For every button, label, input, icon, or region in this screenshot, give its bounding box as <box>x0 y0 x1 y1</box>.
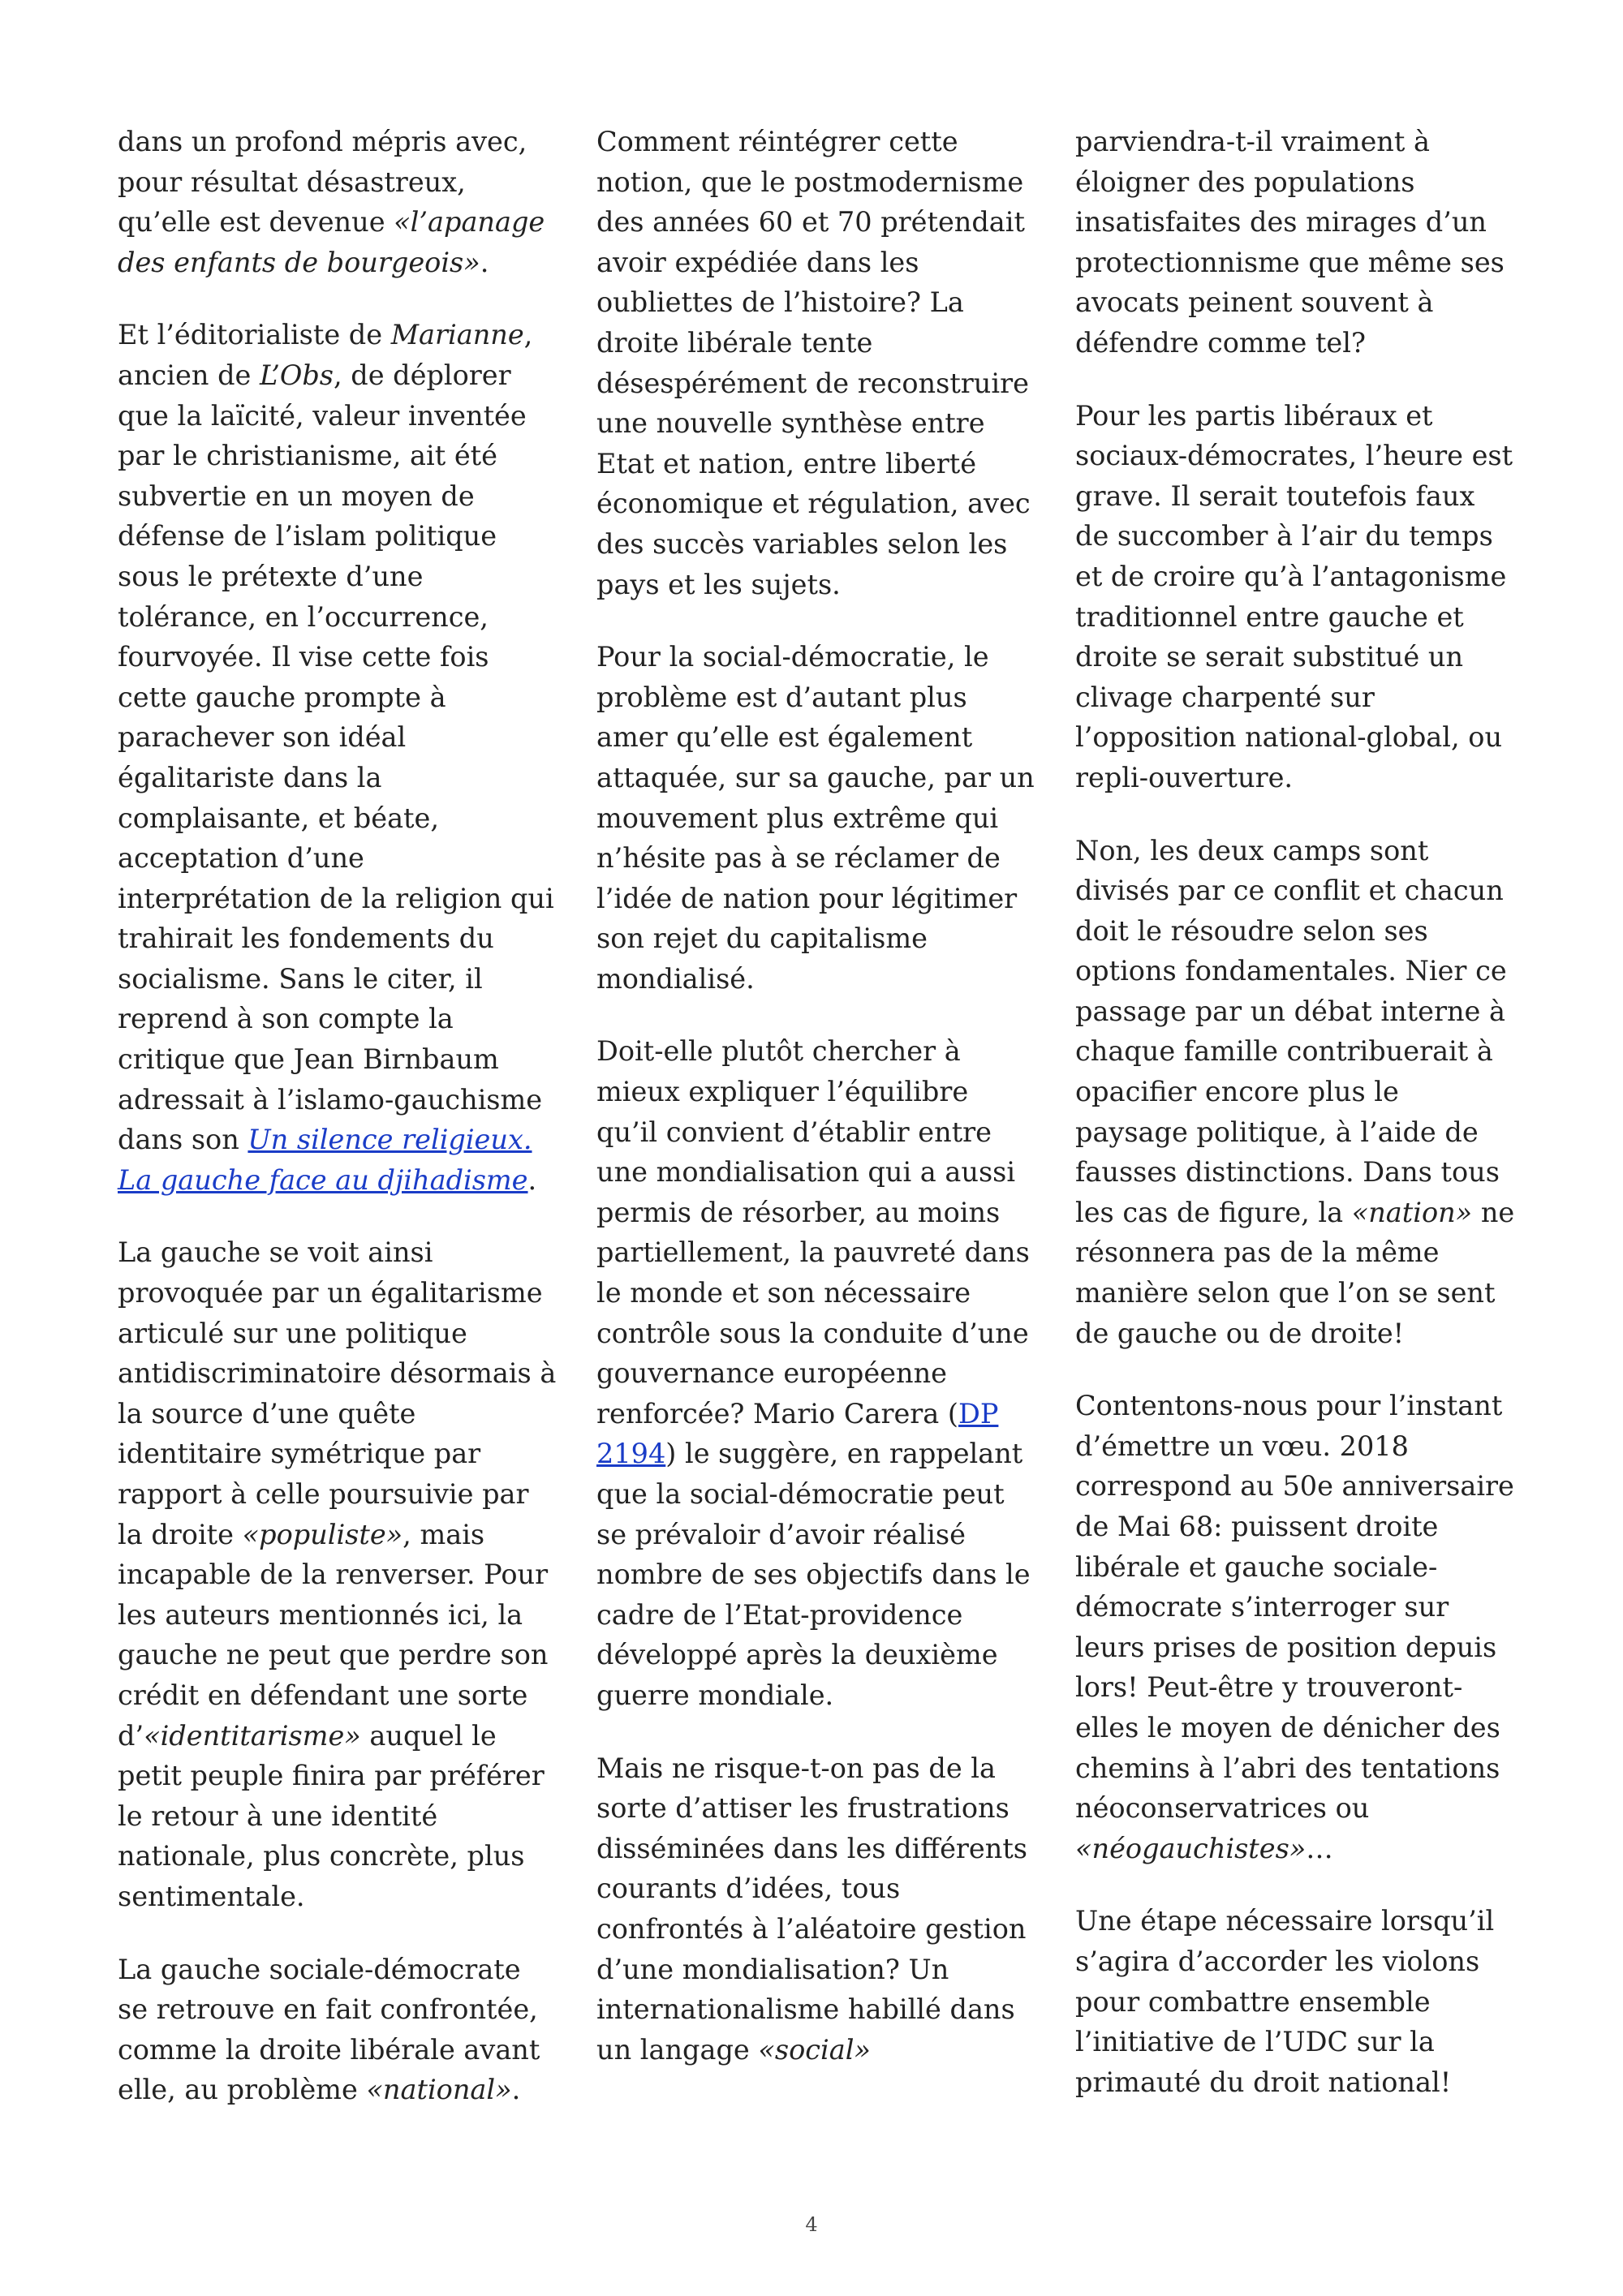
paragraph <box>118 122 568 282</box>
text-column-2 <box>596 122 1047 2102</box>
text-line: mieux expliquer l’équilibre <box>596 1076 969 1108</box>
paragraph <box>596 122 1047 604</box>
paragraph <box>596 637 1047 999</box>
text-line: sentimentale. <box>118 1880 305 1912</box>
quote-italic: des enfants de bourgeois» <box>118 246 480 278</box>
text-line: pays et les sujets. <box>596 568 841 600</box>
text-line: petit peuple finira par préférer <box>118 1760 545 1792</box>
text-line: doit le résoudre selon ses <box>1075 914 1428 947</box>
text-line: permis de résorber, au moins <box>596 1196 1001 1228</box>
text-line: interprétation de la religion qui <box>118 882 554 914</box>
text-line: incapable de la renverser. Pour <box>118 1559 549 1591</box>
text-line <box>596 2030 1047 2070</box>
text-run: … <box>1306 1832 1333 1864</box>
text-line: Contentons-nous pour l’instant <box>1075 1390 1503 1422</box>
text-line: s’agira d’accorder les violons <box>1075 1945 1480 1977</box>
text-line: nombre de ses objectifs dans le <box>596 1559 1031 1591</box>
text-line: protectionnisme que même ses <box>1075 246 1505 278</box>
text-line <box>118 355 568 396</box>
text-line: socialisme. Sans le citer, il <box>118 962 483 995</box>
text-line: lors! Peut-être y trouveront- <box>1075 1671 1463 1704</box>
text-line: Une étape nécessaire lorsqu’il <box>1075 1905 1495 1937</box>
text-run: un langage <box>596 2033 759 2066</box>
book-link[interactable]: La gauche face au djihadisme <box>118 1163 528 1196</box>
text-line: les auteurs mentionnés ici, la <box>118 1598 523 1631</box>
text-line: options fondamentales. Nier ce <box>1075 955 1507 987</box>
text-line: éloigner des populations <box>1075 166 1415 198</box>
text-line: notion, que le postmodernisme <box>596 166 1024 198</box>
text-line <box>1075 1829 1526 1869</box>
text-line: primauté du droit national! <box>1075 2066 1452 2098</box>
dp-reference-link[interactable]: DP <box>958 1397 999 1430</box>
text-line: parachever son idéal <box>118 721 407 754</box>
text-line: adressait à l’islamo-gauchisme <box>118 1083 543 1116</box>
paragraph <box>1075 1386 1526 1868</box>
text-run: , de déplorer <box>333 359 511 391</box>
text-line: partiellement, la pauvreté dans <box>596 1236 1030 1269</box>
text-line: articulé sur une politique <box>118 1317 467 1349</box>
text-line <box>118 1160 568 1201</box>
text-line: gouvernance européenne <box>596 1357 947 1390</box>
text-line: cadre de l’Etat-providence <box>596 1598 963 1631</box>
text-line: correspond au 50e anniversaire <box>1075 1470 1514 1503</box>
text-line: Pour la social-démocratie, le <box>596 641 989 673</box>
text-line: de succomber à l’air du temps <box>1075 520 1493 553</box>
text-line <box>118 202 568 243</box>
quote-italic: «l’apanage <box>394 206 545 239</box>
text-line <box>1075 1193 1526 1233</box>
text-line: une mondialisation qui a aussi <box>596 1156 1016 1189</box>
text-line: sous le prétexte d’une <box>118 560 424 592</box>
text-line: son rejet du capitalisme <box>596 922 928 955</box>
publication-title: L’Obs <box>260 359 334 391</box>
text-line: guerre mondiale. <box>596 1679 834 1711</box>
text-line: critique que Jean Birnbaum <box>118 1043 499 1076</box>
text-line: se retrouve en fait confrontée, <box>118 1993 538 2026</box>
text-line: elles le moyen de dénicher des <box>1075 1711 1500 1743</box>
text-line: une nouvelle synthèse entre <box>596 407 985 440</box>
text-line: égalitariste dans la <box>118 761 382 793</box>
text-line: des succès variables selon les <box>596 527 1008 560</box>
quote-italic: «populiste» <box>242 1518 403 1550</box>
text-line: désespérément de reconstruire <box>596 367 1029 399</box>
paragraph <box>118 1950 568 2110</box>
text-line: oubliettes de l’histoire? La <box>596 286 964 319</box>
paragraph <box>1075 1901 1526 2102</box>
text-line: droite se serait substitué un <box>1075 641 1464 673</box>
text-line: des années 60 et 70 prétendait <box>596 206 1025 239</box>
text-line: néoconservatrices ou <box>1075 1792 1370 1825</box>
text-line: se prévaloir d’avoir réalisé <box>596 1518 966 1550</box>
text-line: de gauche ou de droite! <box>1075 1317 1405 1349</box>
text-run: ancien de <box>118 359 260 391</box>
text-line: le monde et son nécessaire <box>596 1277 971 1309</box>
paragraph <box>1075 831 1526 1354</box>
text-run: la droite <box>118 1518 243 1550</box>
text-run: elle, au problème <box>118 2074 367 2106</box>
text-line <box>118 1515 568 1555</box>
text-line: chaque famille contribuerait à <box>1075 1035 1493 1068</box>
text-line: sociaux-démocrates, l’heure est <box>1075 440 1513 472</box>
book-link[interactable]: Un silence religieux. <box>248 1124 532 1156</box>
text-line: passage par un débat interne à <box>1075 995 1505 1027</box>
text-line: comme la droite libérale avant <box>118 2033 540 2066</box>
text-line: fourvoyée. Il vise cette fois <box>118 641 489 673</box>
text-line: l’idée de nation pour légitimer <box>596 882 1018 914</box>
text-line: avoir expédiée dans les <box>596 246 919 278</box>
text-run: les cas de figure, la <box>1075 1196 1352 1228</box>
text-line: cette gauche prompte à <box>118 681 446 713</box>
text-line: rapport à celle poursuivie par <box>118 1478 529 1510</box>
text-line: antidiscriminatoire désormais à <box>118 1357 557 1390</box>
text-line: provoquée par un égalitarisme <box>118 1277 543 1309</box>
quote-italic: «social» <box>758 2033 871 2066</box>
text-line: de Mai 68: puissent droite <box>1075 1511 1439 1542</box>
text-run: ne <box>1472 1196 1515 1228</box>
text-line: l’opposition national-global, ou <box>1075 721 1503 754</box>
text-run: . <box>480 246 489 278</box>
text-line: parviendra-t-il vraiment à <box>1075 126 1430 157</box>
paragraph <box>1075 122 1526 363</box>
text-run: ) le suggère, en rappelant <box>665 1438 1023 1470</box>
text-line: paysage politique, à l’aide de <box>1075 1116 1479 1148</box>
text-line: pour résultat désastreux, <box>118 166 466 198</box>
text-line: clivage charpenté sur <box>1075 681 1375 713</box>
text-line: droite libérale tente <box>596 326 873 359</box>
quote-italic: «national» <box>366 2074 512 2106</box>
text-line: Mais ne risque-t-on pas de la <box>596 1752 996 1784</box>
text-line: reprend à son compte la <box>118 1003 454 1035</box>
text-line: par le christianisme, ait été <box>118 440 497 472</box>
text-line: mouvement plus extrême qui <box>596 802 999 834</box>
text-line: grave. Il serait toutefois faux <box>1075 479 1475 512</box>
text-line: courants d’idées, tous <box>596 1872 901 1905</box>
text-line: avocats peinent souvent à <box>1075 286 1434 319</box>
text-line: attaquée, sur sa gauche, par un <box>596 761 1035 793</box>
text-line: insatisfaites des mirages d’un <box>1075 206 1487 239</box>
text-line: fausses distinctions. Dans tous <box>1075 1156 1500 1189</box>
text-line: qu’il convient d’établir entre <box>596 1116 992 1148</box>
text-line: Etat et nation, entre liberté <box>596 447 977 479</box>
text-line: résonnera pas de la même <box>1075 1236 1440 1269</box>
text-run: Et l’éditorialiste de <box>118 319 391 351</box>
paragraph <box>118 315 568 1200</box>
text-line: sorte d’attiser les frustrations <box>596 1792 1010 1825</box>
text-run: auquel le <box>360 1719 497 1752</box>
text-run: qu’elle est devenue <box>118 206 394 239</box>
text-line: l’initiative de l’UDC sur la <box>1075 2026 1435 2058</box>
text-line: la source d’une quête <box>118 1397 416 1430</box>
text-line: gauche ne peut que perdre son <box>118 1639 549 1671</box>
text-line: opacifier encore plus le <box>1075 1076 1399 1108</box>
text-line: complaisante, et béate, <box>118 802 439 834</box>
text-line <box>118 243 568 283</box>
paragraph <box>596 1748 1047 2070</box>
text-line: identitaire symétrique par <box>118 1438 481 1470</box>
text-line: amer qu’elle est également <box>596 721 973 754</box>
text-line: Pour les partis libéraux et <box>1075 399 1433 432</box>
text-line <box>596 1434 1047 1474</box>
text-line: La gauche sociale-démocrate <box>118 1953 521 1985</box>
text-line: développé après la deuxième <box>596 1639 998 1671</box>
quote-italic: «nation» <box>1351 1196 1473 1228</box>
text-line: d’une mondialisation? Un <box>596 1953 949 1985</box>
text-line: repli-ouverture. <box>1075 761 1294 793</box>
text-line: et de croire qu’à l’antagonisme <box>1075 560 1507 592</box>
quote-italic: «identitarisme» <box>144 1719 361 1752</box>
text-line: économique et régulation, avec <box>596 488 1031 520</box>
paragraph <box>118 1232 568 1916</box>
text-line: pour combattre ensemble <box>1075 1985 1431 2018</box>
text-line: tolérance, en l’occurrence, <box>118 600 489 633</box>
text-line: le retour à une identité <box>118 1799 438 1832</box>
text-column-1 <box>118 122 568 2143</box>
text-line: démocrate s’interroger sur <box>1075 1591 1449 1623</box>
text-line: n’hésite pas à se réclamer de <box>596 842 1001 875</box>
text-line: traditionnel entre gauche et <box>1075 600 1464 633</box>
text-line <box>118 1120 568 1160</box>
text-line: trahirait les fondements du <box>118 922 494 955</box>
text-line: d’émettre un vœu. 2018 <box>1075 1430 1409 1462</box>
text-line: que la laïcité, valeur inventée <box>118 399 527 432</box>
text-line: libérale et gauche sociale- <box>1075 1550 1438 1583</box>
text-line: que la social-démocratie peut <box>596 1478 1005 1510</box>
text-line: confrontés à l’aléatoire gestion <box>596 1912 1027 1945</box>
text-line: disséminées dans les différents <box>596 1832 1027 1864</box>
text-run: renforcée? Mario Carera ( <box>596 1397 958 1430</box>
text-line: nationale, plus concrète, plus <box>118 1840 525 1872</box>
text-run: d’ <box>118 1719 144 1752</box>
text-line: subvertie en un moyen de <box>118 479 475 512</box>
text-line: Comment réintégrer cette <box>596 126 958 157</box>
text-line: contrôle sous la conduite d’une <box>596 1317 1029 1349</box>
text-line: défendre comme tel? <box>1075 326 1366 359</box>
text-line: acceptation d’une <box>118 842 364 875</box>
text-column-3 <box>1075 122 1526 2135</box>
text-line <box>118 2070 568 2110</box>
paragraph <box>596 1031 1047 1715</box>
paragraph <box>1075 396 1526 798</box>
text-line: dans un profond mépris avec, <box>118 126 527 157</box>
text-line: problème est d’autant plus <box>596 681 967 713</box>
quote-italic: «néogauchistes» <box>1075 1832 1307 1864</box>
text-line <box>118 315 568 355</box>
text-line: divisés par ce conflit et chacun <box>1075 875 1504 907</box>
publication-title: Marianne <box>390 319 524 351</box>
text-line: La gauche se voit ainsi <box>118 1236 433 1269</box>
text-run: , <box>523 319 533 351</box>
text-line: crédit en défendant une sorte <box>118 1679 528 1711</box>
text-run: dans son <box>118 1124 248 1156</box>
text-line: Doit-elle plutôt chercher à <box>596 1035 961 1068</box>
text-line: chemins à l’abri des tentations <box>1075 1752 1500 1784</box>
text-line: Non, les deux camps sont <box>1075 834 1429 866</box>
text-line: défense de l’islam politique <box>118 520 497 553</box>
text-line <box>596 1394 1047 1434</box>
text-line: manière selon que l’on se sent <box>1075 1277 1496 1309</box>
text-line: internationalisme habillé dans <box>596 1993 1015 2026</box>
text-line: leurs prises de position depuis <box>1075 1631 1497 1663</box>
dp-reference-link[interactable]: 2194 <box>596 1438 666 1470</box>
text-line: mondialisé. <box>596 962 755 995</box>
text-line <box>118 1716 568 1756</box>
page-number: 4 <box>805 2213 818 2236</box>
text-run: , mais <box>403 1518 485 1550</box>
text-run: . <box>511 2074 521 2106</box>
text-run: . <box>527 1163 537 1196</box>
